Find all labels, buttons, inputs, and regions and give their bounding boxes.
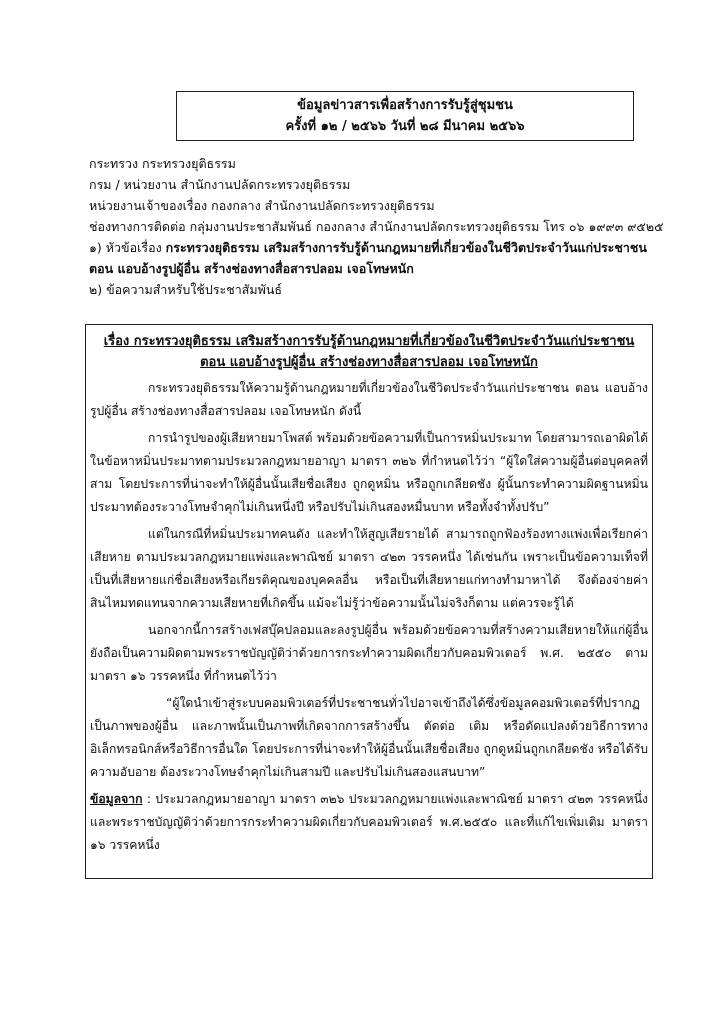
pr-content-box xyxy=(85,324,653,879)
paragraph-criminal-defamation: การนำรูปของผู้เสียหายมาโพสต์ พร้อมด้วยข้อความที่เป็นการหมิ่นประมาท โดยสามารถเอาผิดได้ในข้อหาหมิ่นประมาทตามประมวลกฎหมายอาญา มาตรา ๓๒๖ ที่กำหนดไว้ว่า “ผู้ใดใส่ความผู้อื่นต่อบุคคลที่สาม โดยประการที่น่าจะทำให้ผู้อื่นนั้นเสียชื่อเสียง ถูกดูหมิ่น หรือถูกเกลียดชัง ผู้นั้นกระทำความผิดฐานหมิ่นประมาทต้องระวางโทษจำคุกไม่เกินหนึ่งปี หรือปรับไม่เกินสองหมื่นบาท หรือทั้งจำทั้งปรับ” xyxy=(90,431,648,514)
department-line: กรม / หน่วยงาน สำนักงานปลัดกระทรวงยุติธรรม xyxy=(89,177,351,192)
pr-label: ๒) ข้อความสำหรับใช้ประชาสัมพันธ์ xyxy=(89,282,283,297)
content-title-line-2: ตอน แอบอ้างรูปผู้อื่น สร้างช่องทางสื่อสารปลอม เจอโทษหนัก xyxy=(200,355,538,370)
paragraph-section-16-quote: “ผู้ใดนำเข้าสู่ระบบคอมพิวเตอร์ที่ประชาชนทั่วไปอาจเข้าถึงได้ซึ่งข้อมูลคอมพิวเตอร์ที่ปรากฏเป็นภาพของผู้อื่น และภาพนั้นเป็นภาพที่เกิดจากการสร้างขึ้น ตัดต่อ เติม หรือดัดแปลงด้วยวิธีการทางอิเล็กทรอนิกส์หรือวิธีการอื่นใด โดยประการที่น่าจะทำให้ผู้อื่นนั้นเสียชื่อเสียง ถูกดูหมิ่นถูกเกลียดชัง หรือได้รับความอับอาย ต้องระวางโทษจำคุกไม่เกินสามปี และปรับไม่เกินสองแสนบาท” xyxy=(90,696,648,779)
contact-line: ช่องทางการติดต่อ กลุ่มงานประชาสัมพันธ์ กองกลาง สำนักงานปลัดกระทรวงยุติธรรม โทร ๐๖ ๑๙๙๓ ๙๕๒๕ xyxy=(89,219,664,234)
owner-unit-line: หน่วยงานเจ้าของเรื่อง กองกลาง สำนักงานปลัดกระทรวงยุติธรรม xyxy=(89,198,435,213)
topic-line-2 xyxy=(89,258,649,279)
ministry-line: กระทรวง กระทรวงยุติธรรม xyxy=(89,156,236,171)
source-text: : ประมวลกฎหมายอาญา มาตรา ๓๒๖ ประมวลกฎหมายแพ่งและพาณิชย์ มาตรา ๔๒๓ วรรคหนึ่ง และพระราชบัญญัติว่าด้วยการกระทำความผิดเกี่ยวกับคอมพิวเตอร์ พ.ศ.๒๕๕๐ และที่แก้ไขเพิ่มเติม มาตรา ๑๖ วรรคหนึ่ง xyxy=(90,792,648,852)
topic-title-1: กระทรวงยุติธรรม เสริมสร้างการรับรู้ด้านกฎหมายที่เกี่ยวข้องในชีวิตประจำวันแก่ประชาชน xyxy=(165,240,647,255)
paragraph-civil-liability: แต่ในกรณีที่หมิ่นประมาทคนดัง และทำให้สูญเสียรายได้ สามารถถูกฟ้องร้องทางแพ่งเพื่อเรียกค่าเสียหาย ตามประมวลกฎหมายแพ่งและพาณิชย์ มาตรา ๔๒๓ วรรคหนึ่ง ได้เช่นกัน เพราะเป็นข้อความเท็จที่เป็นที่เสียหายแก่ชื่อเสียงหรือเกียรติคุณของบุคคลอื่น หรือเป็นที่เสียหายแก่ทางทำมาหาได้ จึงต้องจ่ายค่าสินไหมทดแทนจากความเสียหายที่เกิดขึ้น แม้จะไม่รู้ว่าข้อความนั้นไม่จริงก็ตาม แต่ควรจะรู้ได้ xyxy=(90,527,648,610)
bulletin-issue-date: ครั้งที่ ๑๒ / ๒๕๖๖ วันที่ ๒๘ มีนาคม ๒๕๖๖ xyxy=(285,119,525,134)
topic-line xyxy=(89,237,649,258)
paragraph-intro: กระทรวงยุติธรรมให้ความรู้ด้านกฎหมายที่เกี่ยวข้องในชีวิตประจำวันแก่ประชาชน ตอน แอบอ้างรูปผู้อื่น สร้างช่องทางสื่อสารปลอม เจอโทษหนัก ดังนี้ xyxy=(90,381,648,418)
paragraph-computer-crime: นอกจากนี้การสร้างเฟสบุ๊คปลอมและลงรูปผู้อื่น พร้อมด้วยข้อความที่สร้างความเสียหายให้แก่ผู้อื่น ยังถือเป็นความผิดตามพระราชบัญญัติว่าด้วยการกระทำความผิดเกี่ยวกับคอมพิวเตอร์ พ.ศ. ๒๕๕๐ ตามมาตรา ๑๖ วรรคหนึ่ง ที่กำหนดไว้ว่า xyxy=(90,623,648,683)
bulletin-header-box xyxy=(176,91,634,141)
content-title-line-1: เรื่อง กระทรวงยุติธรรม เสริมสร้างการรับรู้ด้านกฎหมายที่เกี่ยวข้องในชีวิตประจำวันแก่ประชาชน xyxy=(103,334,635,349)
source-label: ข้อมูลจาก xyxy=(90,792,143,806)
topic-title-2: ตอน แอบอ้างรูปผู้อื่น สร้างช่องทางสื่อสารปลอม เจอโทษหนัก xyxy=(89,261,414,276)
bulletin-title: ข้อมูลข่าวสารเพื่อสร้างการรับรู้สู่ชุมชน xyxy=(297,98,513,113)
topic-prefix: ๑) หัวข้อเรื่อง xyxy=(89,240,166,255)
source-reference xyxy=(90,788,648,857)
info-section xyxy=(89,153,664,300)
